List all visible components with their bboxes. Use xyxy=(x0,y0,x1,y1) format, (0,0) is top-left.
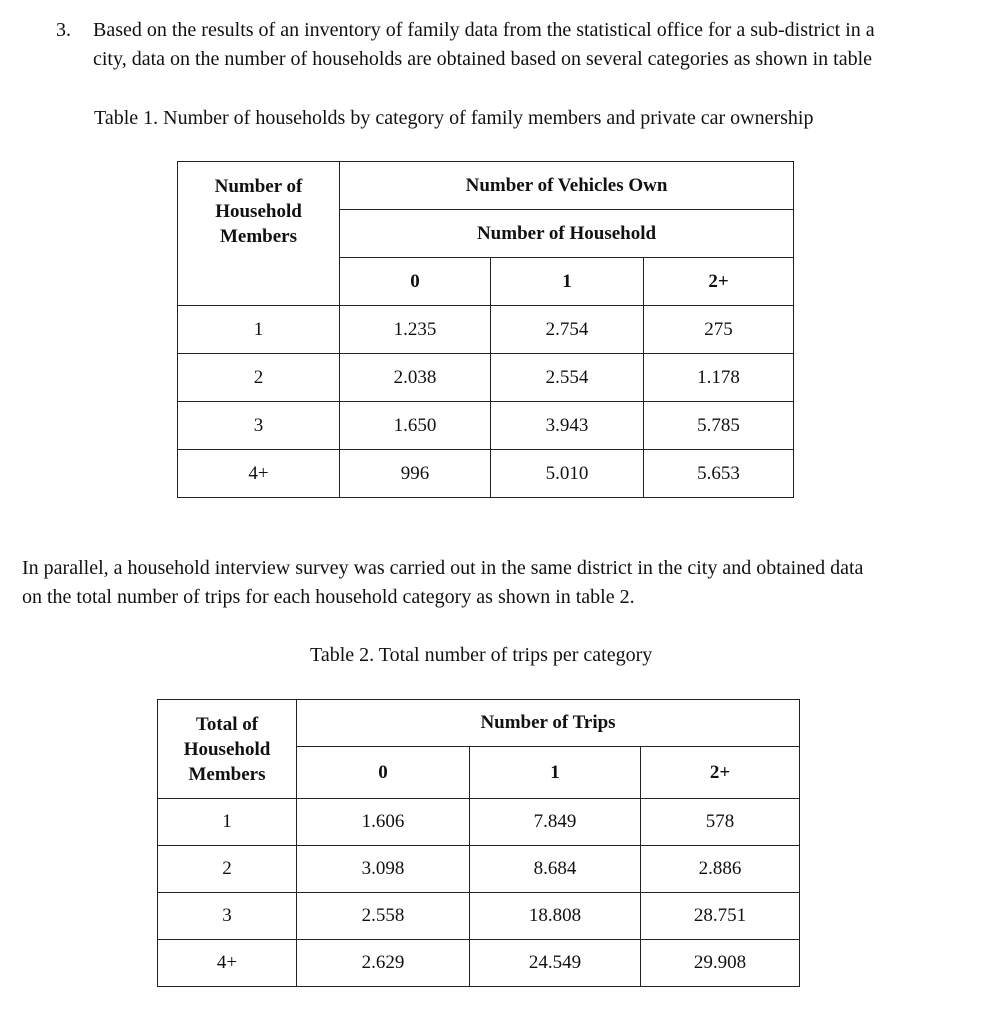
table1-sub-header: Number of Household xyxy=(340,210,794,258)
question-line-1: Based on the results of an inventory of family data from the statistical office for a sub-district in a xyxy=(93,19,875,41)
table-cell: 5.785 xyxy=(644,402,794,450)
question-number: 3. xyxy=(56,19,71,41)
row-label: 1 xyxy=(178,306,340,354)
table-cell: 2.629 xyxy=(297,940,470,987)
table-row xyxy=(158,846,800,893)
table1 xyxy=(177,161,794,498)
table-row xyxy=(158,940,800,987)
row-label: 4+ xyxy=(158,940,297,987)
table-cell: 2.754 xyxy=(491,306,644,354)
table-cell: 2.886 xyxy=(641,846,800,893)
table-cell: 1.235 xyxy=(340,306,491,354)
table-cell: 1.606 xyxy=(297,799,470,846)
table-cell: 2.558 xyxy=(297,893,470,940)
survey-line-1: In parallel, a household interview survey was carried out in the same district in the city and obtained data xyxy=(22,557,864,579)
table-row xyxy=(158,893,800,940)
question-text xyxy=(93,16,963,74)
table-row xyxy=(158,799,800,846)
table-cell: 29.908 xyxy=(641,940,800,987)
table-cell: 2.038 xyxy=(340,354,491,402)
table1-stub-header: Number of Household Members xyxy=(178,162,340,306)
row-label: 4+ xyxy=(178,450,340,498)
table2 xyxy=(157,699,800,987)
row-label: 1 xyxy=(158,799,297,846)
table1-header-row-1 xyxy=(178,162,794,210)
survey-line-2: on the total number of trips for each household category as shown in table 2. xyxy=(22,586,635,608)
table-row xyxy=(178,306,794,354)
row-label: 2 xyxy=(178,354,340,402)
table2-stub-header: Total of Household Members xyxy=(158,700,297,799)
table2-header-row-1 xyxy=(158,700,800,747)
row-label: 3 xyxy=(158,893,297,940)
table-cell: 5.653 xyxy=(644,450,794,498)
table1-col-header-2plus: 2+ xyxy=(644,258,794,306)
table-cell: 1.178 xyxy=(644,354,794,402)
table-row xyxy=(178,402,794,450)
table1-group-header: Number of Vehicles Own xyxy=(340,162,794,210)
survey-paragraph xyxy=(22,554,972,612)
table2-col-header-1: 1 xyxy=(470,747,641,799)
table1-col-header-0: 0 xyxy=(340,258,491,306)
table-cell: 5.010 xyxy=(491,450,644,498)
table2-col-header-2plus: 2+ xyxy=(641,747,800,799)
table2-caption: Table 2. Total number of trips per category xyxy=(310,644,653,666)
question-line-2: city, data on the number of households are obtained based on several categories as shown in table xyxy=(93,48,873,70)
table-cell: 24.549 xyxy=(470,940,641,987)
table-cell: 275 xyxy=(644,306,794,354)
table2-col-header-0: 0 xyxy=(297,747,470,799)
table1-caption: Table 1. Number of households by category of family members and private car ownership xyxy=(94,107,814,129)
table-cell: 2.554 xyxy=(491,354,644,402)
table-cell: 578 xyxy=(641,799,800,846)
table1-col-header-1: 1 xyxy=(491,258,644,306)
row-label: 2 xyxy=(158,846,297,893)
table-row xyxy=(178,450,794,498)
table-cell: 3.098 xyxy=(297,846,470,893)
table2-group-header: Number of Trips xyxy=(297,700,800,747)
table-cell: 1.650 xyxy=(340,402,491,450)
table-cell: 3.943 xyxy=(491,402,644,450)
table-cell: 28.751 xyxy=(641,893,800,940)
table-row xyxy=(178,354,794,402)
table-cell: 7.849 xyxy=(470,799,641,846)
table-cell: 996 xyxy=(340,450,491,498)
row-label: 3 xyxy=(178,402,340,450)
table-cell: 8.684 xyxy=(470,846,641,893)
table-cell: 18.808 xyxy=(470,893,641,940)
